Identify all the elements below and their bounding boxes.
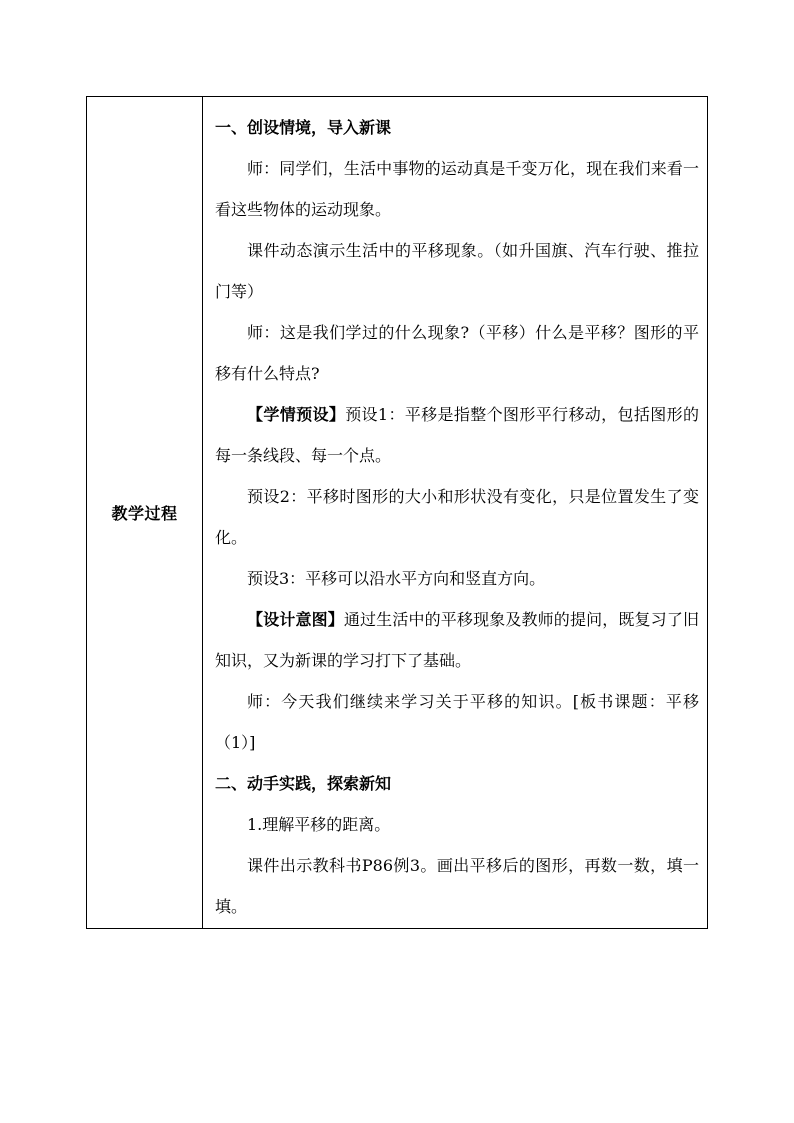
- row-label-cell: [87, 97, 203, 928]
- paragraph-lesson-topic: 师：今天我们继续来学习关于平移的知识。[板书课题：平移（1）]: [215, 692, 699, 752]
- paragraph-design-intent: [215, 599, 699, 681]
- paragraph-step-1: 1.理解平移的距离。: [247, 815, 391, 834]
- paragraph-preset-2: 预设2：平移时图形的大小和形状没有变化，只是位置发生了变化。: [215, 487, 699, 547]
- design-intent-tag: 【设计意图】: [247, 610, 344, 629]
- content-cell: [203, 97, 707, 928]
- paragraph-courseware-example: 课件出示教科书P86例3。画出平移后的图形，再数一数，填一填。: [215, 856, 699, 916]
- design-intent-text: 通过生活中的平移现象及教师的提问，既复习了旧知识，又为新课的学习打下了基础。: [215, 610, 699, 670]
- paragraph-learning-preset: [215, 394, 699, 476]
- learning-preset-tag: 【学情预设】: [247, 405, 346, 424]
- paragraph-courseware-demo: 课件动态演示生活中的平移现象。（如升国旗、汽车行驶、推拉门等）: [215, 241, 699, 301]
- learning-preset-text: 预设1：平移是指整个图形平行移动，包括图形的每一条线段、每一个点。: [215, 405, 699, 465]
- lesson-plan-table: [86, 96, 708, 929]
- paragraph-teacher-intro: 师：同学们，生活中事物的运动真是千变万化，现在我们来看一看这些物体的运动现象。: [215, 159, 699, 219]
- paragraph-preset-3: 预设3：平移可以沿水平方向和竖直方向。: [247, 569, 546, 588]
- section-heading-2: 二、动手实践，探索新知: [215, 774, 392, 793]
- row-label: 教学过程: [111, 504, 178, 523]
- paragraph-teacher-question: 师：这是我们学过的什么现象?（平移）什么是平移？图形的平移有什么特点?: [215, 323, 699, 383]
- section-heading-1: 一、创设情境，导入新课: [215, 118, 392, 137]
